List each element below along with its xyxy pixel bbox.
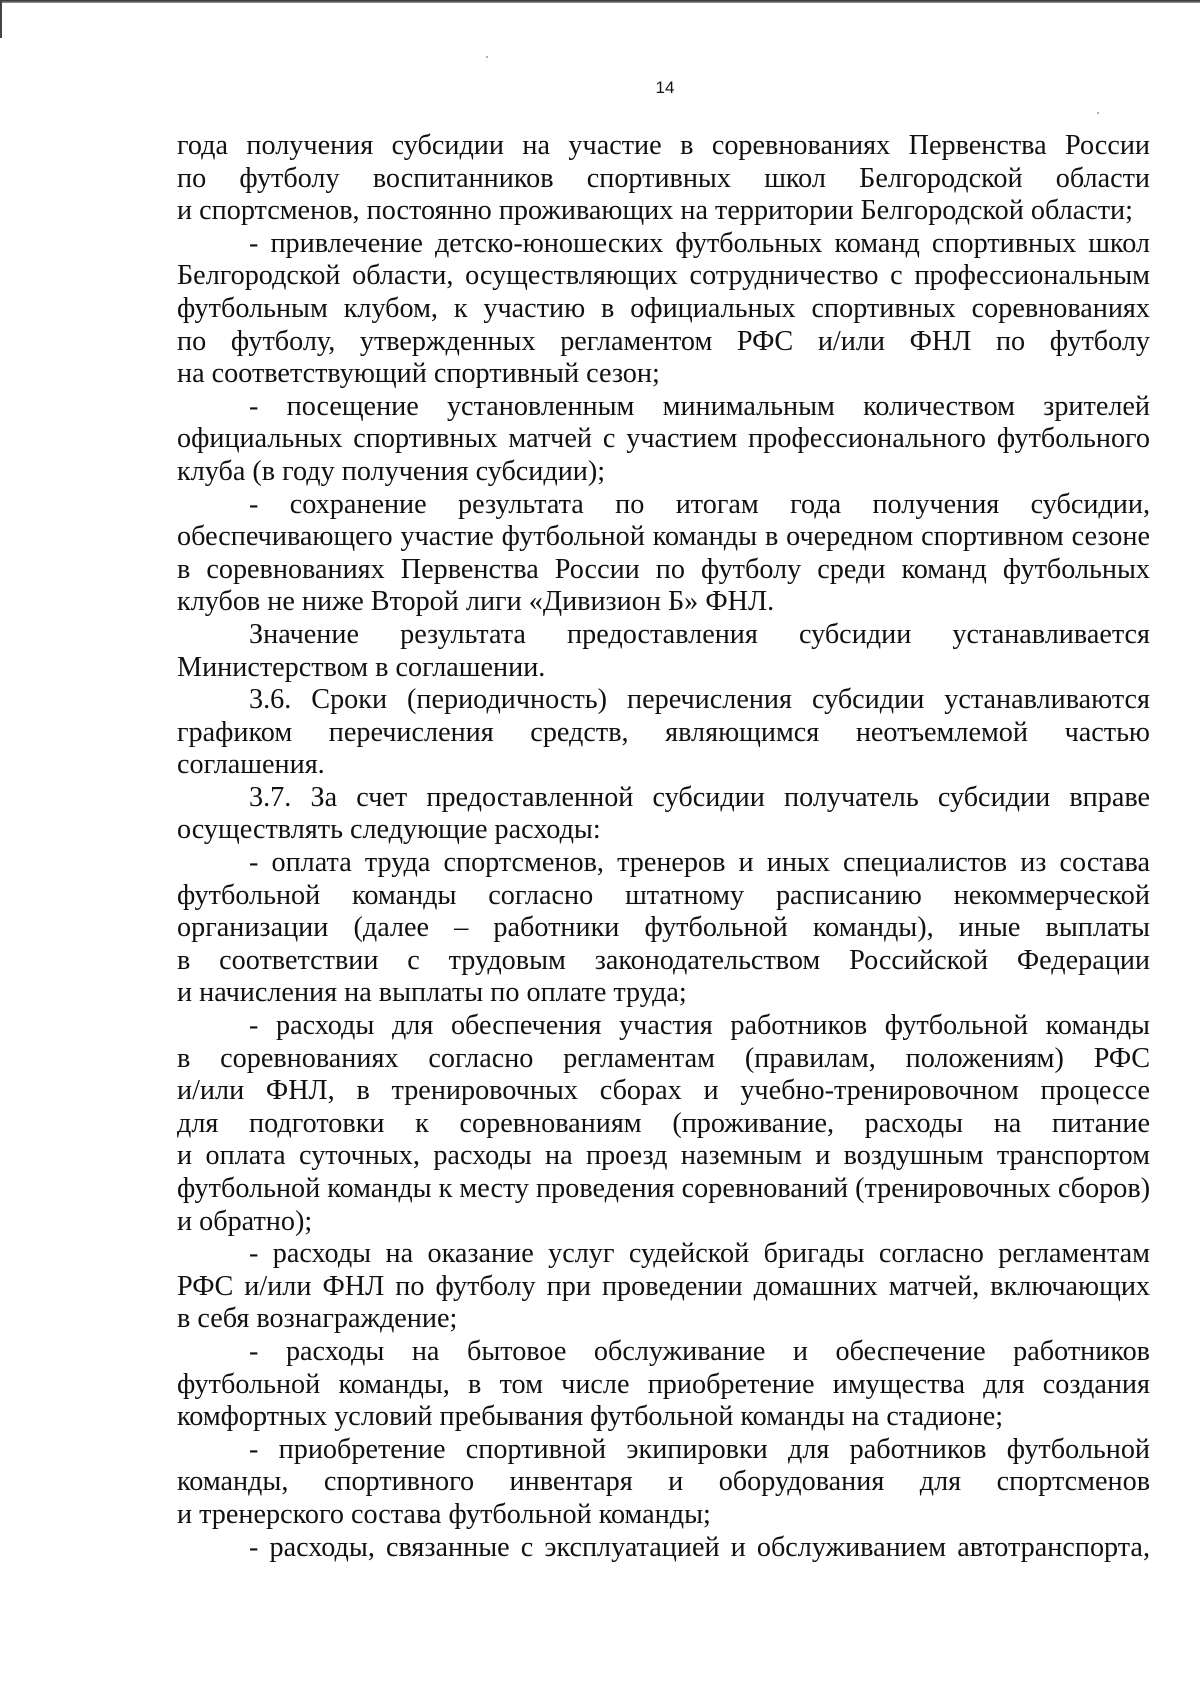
page-number: 14: [655, 78, 675, 97]
text-line: официальных спортивных матчей с участием профессионального футбольного: [177, 423, 1150, 455]
text-line: и начисления на выплаты по оплате труда;: [177, 977, 687, 1009]
text-line: в соревнованиях согласно регламентам (правилам, положениям) РФС: [177, 1042, 1150, 1074]
scan-speck: [486, 56, 488, 58]
text-line: в соответствии с трудовым законодательством Российской Федерации: [177, 944, 1150, 976]
text-line: 3.7. За счет предоставленной субсидии получатель субсидии вправе: [249, 781, 1150, 813]
document-body: [177, 130, 1150, 1564]
text-line: и/или ФНЛ, в тренировочных сборах и учебно-тренировочном процессе: [177, 1075, 1150, 1107]
text-line: в себя вознаграждение;: [177, 1303, 458, 1335]
text-line: обеспечивающего участие футбольной команды в очередном спортивном сезоне: [177, 521, 1150, 553]
text-line: футбольной команды, в том числе приобретение имущества для создания: [177, 1368, 1150, 1400]
text-line: РФС и/или ФНЛ по футболу при проведении домашних матчей, включающих: [177, 1270, 1150, 1302]
text-line: - приобретение спортивной экипировки для работников футбольной: [249, 1433, 1150, 1465]
text-line: - привлечение детско-юношеских футбольных команд спортивных школ: [249, 227, 1150, 259]
text-line: организации (далее – работники футбольной команды), иные выплаты: [177, 912, 1150, 944]
text-line: по футболу воспитанников спортивных школ Белгородской области: [177, 162, 1150, 194]
text-line: - расходы на оказание услуг судейской бригады согласно регламентам: [249, 1238, 1150, 1270]
text-line: по футболу, утвержденных регламентом РФС и/или ФНЛ по футболу: [177, 325, 1150, 357]
text-line: графиком перечисления средств, являющимся неотъемлемой частью: [177, 716, 1150, 748]
text-line: комфортных условий пребывания футбольной команды на стадионе;: [177, 1401, 1004, 1433]
text-line: - сохранение результата по итогам года получения субсидии,: [249, 488, 1150, 520]
scan-speck: [1097, 112, 1099, 114]
text-line: Значение результата предоставления субсидии устанавливается: [249, 618, 1150, 650]
text-line: в соревнованиях Первенства России по футболу среди команд футбольных: [177, 553, 1150, 585]
text-line: футбольным клубом, к участию в официальных спортивных соревнованиях: [177, 292, 1150, 324]
text-line: Белгородской области, осуществляющих сотрудничество с профессиональным: [177, 260, 1150, 292]
text-line: и спортсменов, постоянно проживающих на территории Белгородской области;: [177, 195, 1133, 227]
text-line: осуществлять следующие расходы:: [177, 814, 601, 846]
text-line: 3.6. Сроки (периодичность) перечисления субсидии устанавливаются: [249, 684, 1150, 716]
text-line: команды, спортивного инвентаря и оборудования для спортсменов: [177, 1466, 1150, 1498]
text-line: и тренерского состава футбольной команды;: [177, 1498, 711, 1530]
text-line: футбольной команды к месту проведения соревнований (тренировочных сборов): [177, 1173, 1151, 1204]
text-line: и обратно);: [177, 1205, 313, 1237]
text-line: - расходы, связанные с эксплуатацией и обслуживанием автотранспорта,: [249, 1531, 1150, 1563]
text-line: для подготовки к соревнованиям (проживание, расходы на питание: [177, 1107, 1150, 1139]
text-line: - расходы для обеспечения участия работников футбольной команды: [249, 1010, 1150, 1042]
text-line: футбольной команды согласно штатному расписанию некоммерческой: [177, 879, 1150, 911]
text-line: - оплата труда спортсменов, тренеров и иных специалистов из состава: [249, 847, 1150, 879]
text-line: года получения субсидии на участие в соревнованиях Первенства России: [177, 130, 1150, 161]
text-line: клубов не ниже Второй лиги «Дивизион Б» ФНЛ.: [177, 586, 775, 618]
text-line: Министерством в соглашении.: [177, 651, 546, 683]
text-line: клуба (в году получения субсидии);: [177, 455, 606, 487]
text-line: - посещение установленным минимальным количеством зрителей: [249, 390, 1150, 422]
scan-edge-top: [0, 0, 1200, 3]
text-line: - расходы на бытовое обслуживание и обеспечение работников: [249, 1335, 1150, 1367]
text-line: и оплата суточных, расходы на проезд наземным и воздушным транспортом: [177, 1140, 1150, 1172]
text-line: на соответствующий спортивный сезон;: [177, 358, 660, 390]
scan-edge-left: [0, 0, 2, 38]
text-line: соглашения.: [177, 749, 325, 781]
